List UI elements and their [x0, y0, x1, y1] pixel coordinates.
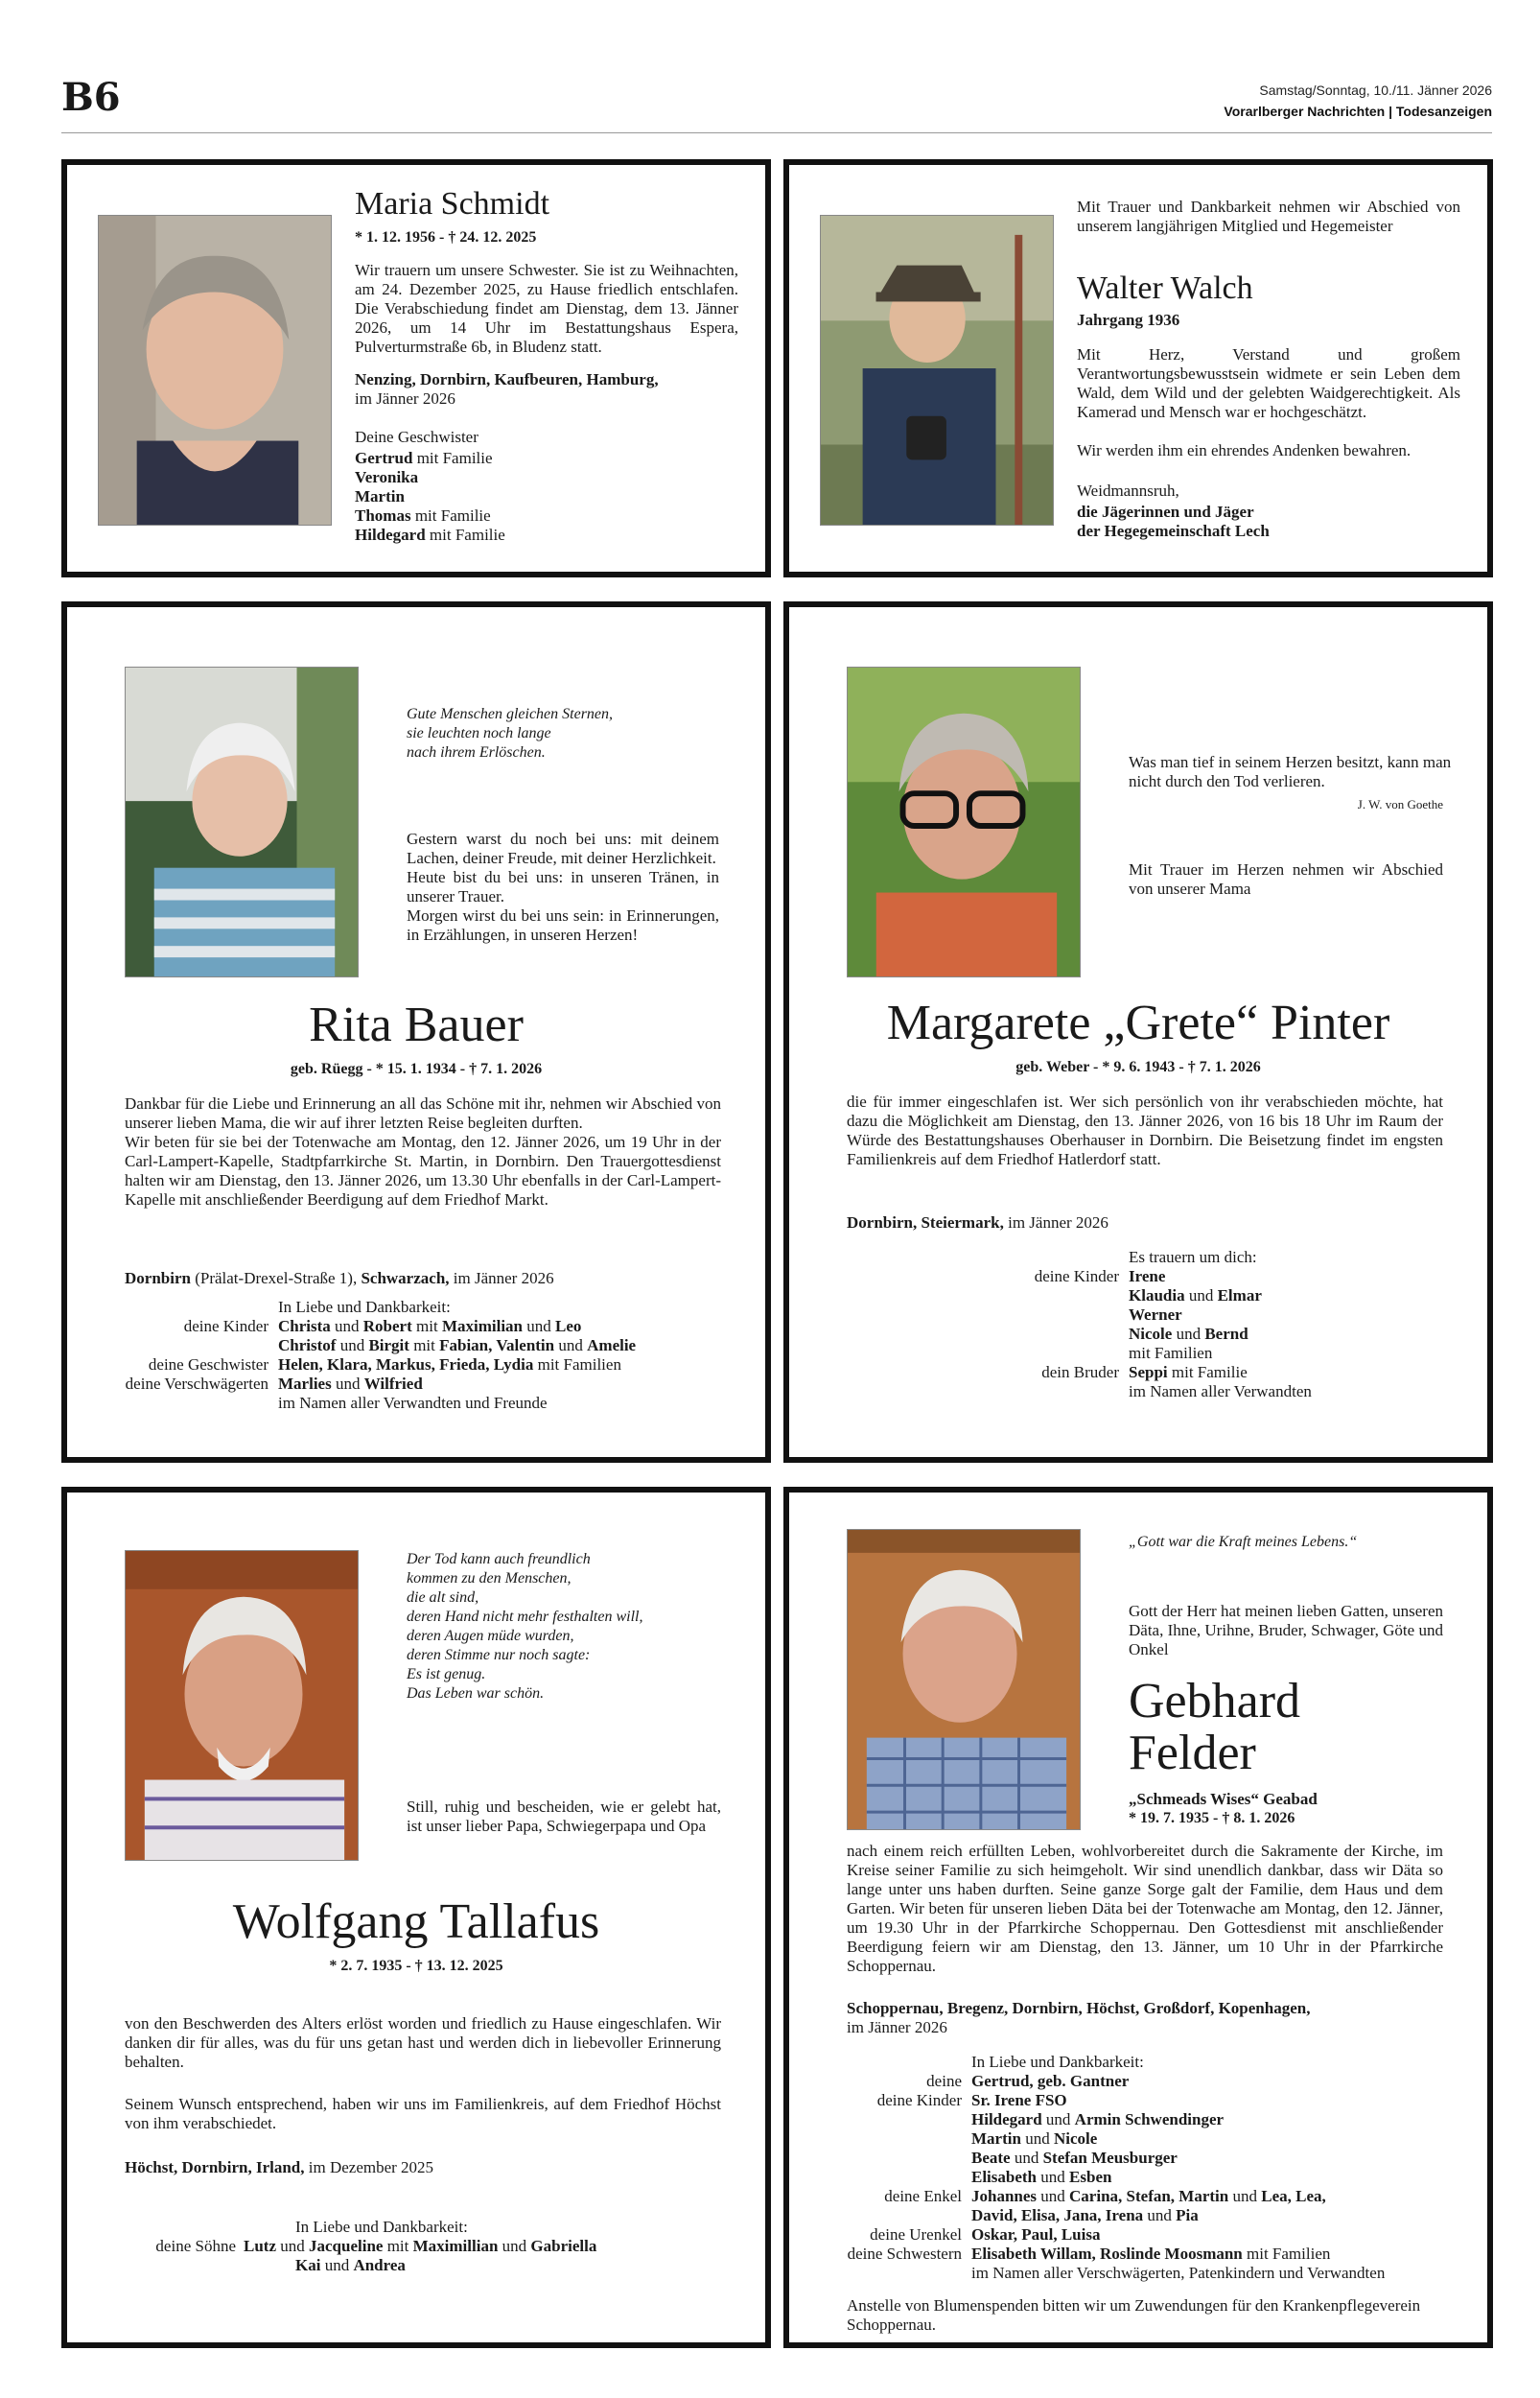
- portrait-photo: [820, 215, 1054, 526]
- intro-text: Mit Trauer im Herzen nehmen wir Abschied von unserer Mama: [1129, 860, 1443, 898]
- thanks: In Liebe und Dankbarkeit:: [278, 1298, 451, 1316]
- mourner-label: deine Verschwägerten: [125, 1375, 268, 1393]
- mourners-list: [355, 449, 738, 545]
- mourner-label: deine Geschwister: [148, 1355, 268, 1374]
- issue-date: Samstag/Sonntag, 10./11. Jänner 2026: [1259, 82, 1492, 98]
- header-divider: [61, 132, 1492, 133]
- page-number: B6: [61, 75, 121, 120]
- quote: Was man tief in seinem Herzen besitzt, kann man nicht durch den Tod verlieren.: [1129, 753, 1452, 790]
- mourners-intro: Deine Geschwister: [355, 428, 478, 446]
- place-line: [847, 1213, 1460, 1233]
- mourner-line: im Namen aller Verschwägerten, Patenkindern und Verwandten: [971, 2264, 1386, 2282]
- quote-author: J. W. von Goethe: [1357, 797, 1443, 811]
- mourner-line: Christof und Birgit mit Fabian, Valentin und Amelie: [278, 1336, 637, 1354]
- notice-walter-walch: [783, 159, 1493, 577]
- mourner-label: deine Kinder: [183, 1317, 268, 1335]
- mourner-suffix: mit Familie: [429, 526, 505, 544]
- portrait-photo: [847, 667, 1081, 977]
- life-dates: geb. Rüegg - * 15. 1. 1934 - † 7. 1. 2026: [290, 1061, 543, 1077]
- place-date: im Jänner 2026: [355, 389, 455, 408]
- mourner-list: Sr. Irene FSO Hildegard und Armin Schwendinger Martin und Nicole Beate und Stefan Meusburger Elisabeth und Esben: [971, 2091, 1225, 2186]
- mourner-label: deine Söhne: [155, 2237, 236, 2255]
- mourners-intro: Es trauern um dich:: [1129, 1248, 1257, 1266]
- mourner-suffix: mit Familie: [414, 506, 491, 525]
- mourner-list: Seppi mit Familie im Namen aller Verwandten: [1129, 1363, 1312, 1400]
- place-name: Höchst, Dornbirn, Irland,: [125, 2158, 305, 2176]
- portrait-photo: [847, 1529, 1081, 1830]
- quote: „Gott war die Kraft meines Lebens.“: [1129, 1534, 1358, 1550]
- mourner-label: deine Enkel: [884, 2187, 962, 2205]
- notice-gebhard-felder: [783, 1487, 1493, 2348]
- mourner-line: Gertrud, geb. Gantner: [971, 2072, 1130, 2090]
- mourner-list: Irene Klaudia und Elmar Werner Nicole und Bernd mit Familien: [1129, 1267, 1262, 1362]
- place-name: Schwarzach,: [361, 1269, 450, 1287]
- deceased-name: Margarete „Grete“ Pinter: [886, 996, 1390, 1050]
- place-date: im Jänner 2026: [847, 2018, 947, 2036]
- places: Schoppernau, Bregenz, Dornbirn, Höchst, Großdorf, Kopenhagen,: [847, 1999, 1311, 2017]
- notice-wolfgang-tallafus: [61, 1487, 771, 2348]
- donation-note: Anstelle von Blumenspenden bitten wir um Zuwendungen für den Krankenpflegeverein Schoppernau.: [847, 2296, 1421, 2334]
- places: Nenzing, Dornbirn, Kaufbeuren, Hamburg,: [355, 370, 659, 388]
- mourner-label: deine Kinder: [1034, 1267, 1119, 1285]
- notice-maria-schmidt: [61, 159, 771, 577]
- mourner-line: Lutz und Jacqueline mit Maximillian und Gabriella: [244, 2237, 597, 2255]
- poem: Gestern warst du noch bei uns: mit deinem Lachen, deiner Freude, mit deiner Herzlichkeit. Heute bist du bei uns: in unseren Tränen, in unserer Trauer. Morgen wirst du bei uns sein: in Erinnerungen, in Erzählungen, in unseren Herzen!: [407, 830, 719, 944]
- mourner-label: deine: [926, 2072, 962, 2090]
- nickname: „Schmeads Wises“ Geabad: [1129, 1790, 1318, 1808]
- mourner-line: Elisabeth Willam, Roslinde Moosmann mit Familien: [971, 2245, 1331, 2263]
- intro-text: Mit Trauer und Dankbarkeit nehmen wir Abschied von unserem langjährigen Mitglied und Hegemeister: [1077, 198, 1460, 235]
- deceased-name: Rita Bauer: [309, 998, 524, 1052]
- place-name: Dornbirn: [125, 1269, 191, 1287]
- mourner-label: dein Bruder: [1041, 1363, 1119, 1381]
- deceased-name: Walter Walch: [1077, 270, 1253, 306]
- deceased-last-name: Felder: [1129, 1726, 1256, 1780]
- life-dates: * 2. 7. 1935 - † 13. 12. 2025: [329, 1958, 503, 1974]
- place-line: [125, 1269, 738, 1288]
- notice-text: Mit Herz, Verstand und großem Verantwortungsbewusstsein widmete er sein Leben dem Wald, dem Wild und der gelebten Waidgerechtigkeit. Als Kamerad und Mensch war er hochgeschätzt.: [1077, 345, 1460, 421]
- mourner-line: Oskar, Paul, Luisa: [971, 2225, 1101, 2244]
- portrait-photo: [98, 215, 332, 526]
- thanks: In Liebe und Dankbarkeit:: [971, 2053, 1144, 2071]
- notice-text: nach einem reich erfüllten Leben, wohlvorbereitet durch die Sakramente der Kirche, im Kreise seiner Familie zu sich heimgeholt. Wir sind unendlich dankbar, dass wir Däta so lange unter uns haben durften. Seine ganze Sorge galt der Familie, dem Haus und dem Garten. Wir beten für unseren lieben Däta bei der Totenwache am Montag, den 12. Jänner, um 19.30 Uhr in der Pfarrkirche Schoppernau. Den Gottesdienst mit anschließender Beerdigung feiern wir am Dienstag, den 13. Jänner, um 10 Uhr in der Pfarrkirche Schoppernau.: [847, 1842, 1443, 1975]
- place-date: im Dezember 2025: [308, 2158, 434, 2176]
- notice-text-2: Wir werden ihm ein ehrendes Andenken bewahren.: [1077, 441, 1412, 459]
- mourner-label: deine Kinder: [876, 2091, 962, 2109]
- portrait-photo: [125, 1550, 359, 1861]
- quote: Gute Menschen gleichen Sternen, sie leuchten noch lange nach ihrem Erlöschen.: [407, 706, 614, 761]
- signature-line-1: die Jägerinnen und Jäger: [1077, 503, 1254, 521]
- life-dates: * 19. 7. 1935 - † 8. 1. 2026: [1129, 1810, 1295, 1826]
- mourner-name: Gertrud: [355, 449, 413, 467]
- mourner-name: Hildegard: [355, 526, 426, 544]
- mourner-label: deine Schwestern: [847, 2245, 962, 2263]
- signature-line-2: der Hegegemeinschaft Lech: [1077, 522, 1270, 540]
- place-name: Dornbirn, Steiermark,: [847, 1213, 1004, 1232]
- mourner-suffix: mit Familie: [416, 449, 493, 467]
- mourner-line: im Namen aller Verwandten und Freunde: [278, 1394, 548, 1412]
- place-date: im Jänner 2026: [1008, 1213, 1108, 1232]
- mourner-line: Marlies und Wilfried: [278, 1375, 423, 1393]
- quote: Der Tod kann auch freundlich kommen zu den Menschen, die alt sind, deren Hand nicht mehr festhalten will, deren Augen müde wurden, deren Stimme nur noch sagte: Es ist genug. Das Leben war schön.: [407, 1551, 643, 1702]
- intro-text: Still, ruhig und bescheiden, wie er gelebt hat, ist unser lieber Papa, Schwiegerpapa und Opa: [407, 1798, 721, 1835]
- notice-text: Wir trauern um unsere Schwester. Sie ist zu Weihnachten, am 24. Dezember 2025, zu Hause friedlich entschlafen. Die Verabschiedung findet am Dienstag, dem 13. Jänner 2026, um 14 Uhr im Bestattungshaus Espera, Pulverturmstraße 6b, in Bludenz statt.: [355, 261, 738, 356]
- closing: Weidmannsruh,: [1077, 482, 1179, 500]
- notice-text: von den Beschwerden des Alters erlöst worden und friedlich zu Hause eingeschlafen. Wir danken dir für alles, was du für uns getan hast und werden dich in liebevoller Erinnerung behalten.: [125, 2014, 721, 2071]
- notice-rita-bauer: [61, 601, 771, 1463]
- mourner-line: Helen, Klara, Markus, Frieda, Lydia mit Familien: [278, 1355, 621, 1374]
- deceased-name: Wolfgang Tallafus: [232, 1894, 600, 1949]
- life-dates: * 1. 12. 1956 - † 24. 12. 2025: [355, 229, 537, 246]
- address: (Prälat-Drexel-Straße 1),: [195, 1269, 358, 1287]
- portrait-photo: [125, 667, 359, 977]
- notice-text: Dankbar für die Liebe und Erinnerung an all das Schöne mit ihr, nehmen wir Abschied von unserer lieben Mama, die wir auf ihrer letzten Reise begleiten durften. Wir beten für sie bei der Totenwache am Montag, den 12. Jänner 2026, um 19 Uhr in der Carl-Lampert-Kapelle, Stadtpfarrkirche St. Martin, in Dornbirn. Den Trauergottesdienst halten wir am Dienstag, den 13. Jänner 2026, um 13.30 Uhr ebenfalls in der Carl-Lampert-Kapelle mit anschließender Beerdigung auf dem Friedhof Markt.: [125, 1094, 721, 1209]
- mourner-name: Martin: [355, 487, 405, 505]
- section-title: Vorarlberger Nachrichten | Todesanzeigen: [1224, 104, 1492, 119]
- mourner-line: Christa und Robert mit Maximilian und Leo: [278, 1317, 582, 1335]
- mourner-line: Kai und Andrea: [295, 2256, 406, 2274]
- notice-margarete-pinter: [783, 601, 1493, 1463]
- mourner-name: Thomas: [355, 506, 411, 525]
- life-dates: geb. Weber - * 9. 6. 1943 - † 7. 1. 2026: [1015, 1059, 1261, 1075]
- mourner-name: Veronika: [355, 468, 419, 486]
- place-date: im Jänner 2026: [453, 1269, 554, 1287]
- mourner-list: Johannes und Carina, Stefan, Martin und Lea, Lea, David, Elisa, Jana, Irena und Pia: [971, 2187, 1326, 2224]
- notice-text: die für immer eingeschlafen ist. Wer sich persönlich von ihr verabschieden möchte, hat dazu die Möglichkeit am Dienstag, den 13. Jänner 2026, von 16 bis 18 Uhr im Raum der Würde des Bestattungshauses Oberhauser in Dornbirn. Die Beisetzung findet im engsten Familienkreis auf dem Friedhof Hatlerdorf statt.: [847, 1093, 1443, 1168]
- birth-year: Jahrgang 1936: [1077, 311, 1180, 329]
- notice-text-2: Seinem Wunsch entsprechend, haben wir uns im Familienkreis, auf dem Friedhof Höchst von ihm verabschiedet.: [125, 2095, 721, 2132]
- mourner-label: deine Urenkel: [870, 2225, 962, 2244]
- thanks: In Liebe und Dankbarkeit:: [295, 2218, 468, 2236]
- deceased-first-name: Gebhard: [1129, 1674, 1301, 1728]
- intro-text: Gott der Herr hat meinen lieben Gatten, unseren Däta, Ihne, Urihne, Bruder, Schwager, Göte und Onkel: [1129, 1602, 1443, 1658]
- deceased-name: Maria Schmidt: [355, 186, 550, 222]
- place-line: [125, 2158, 738, 2177]
